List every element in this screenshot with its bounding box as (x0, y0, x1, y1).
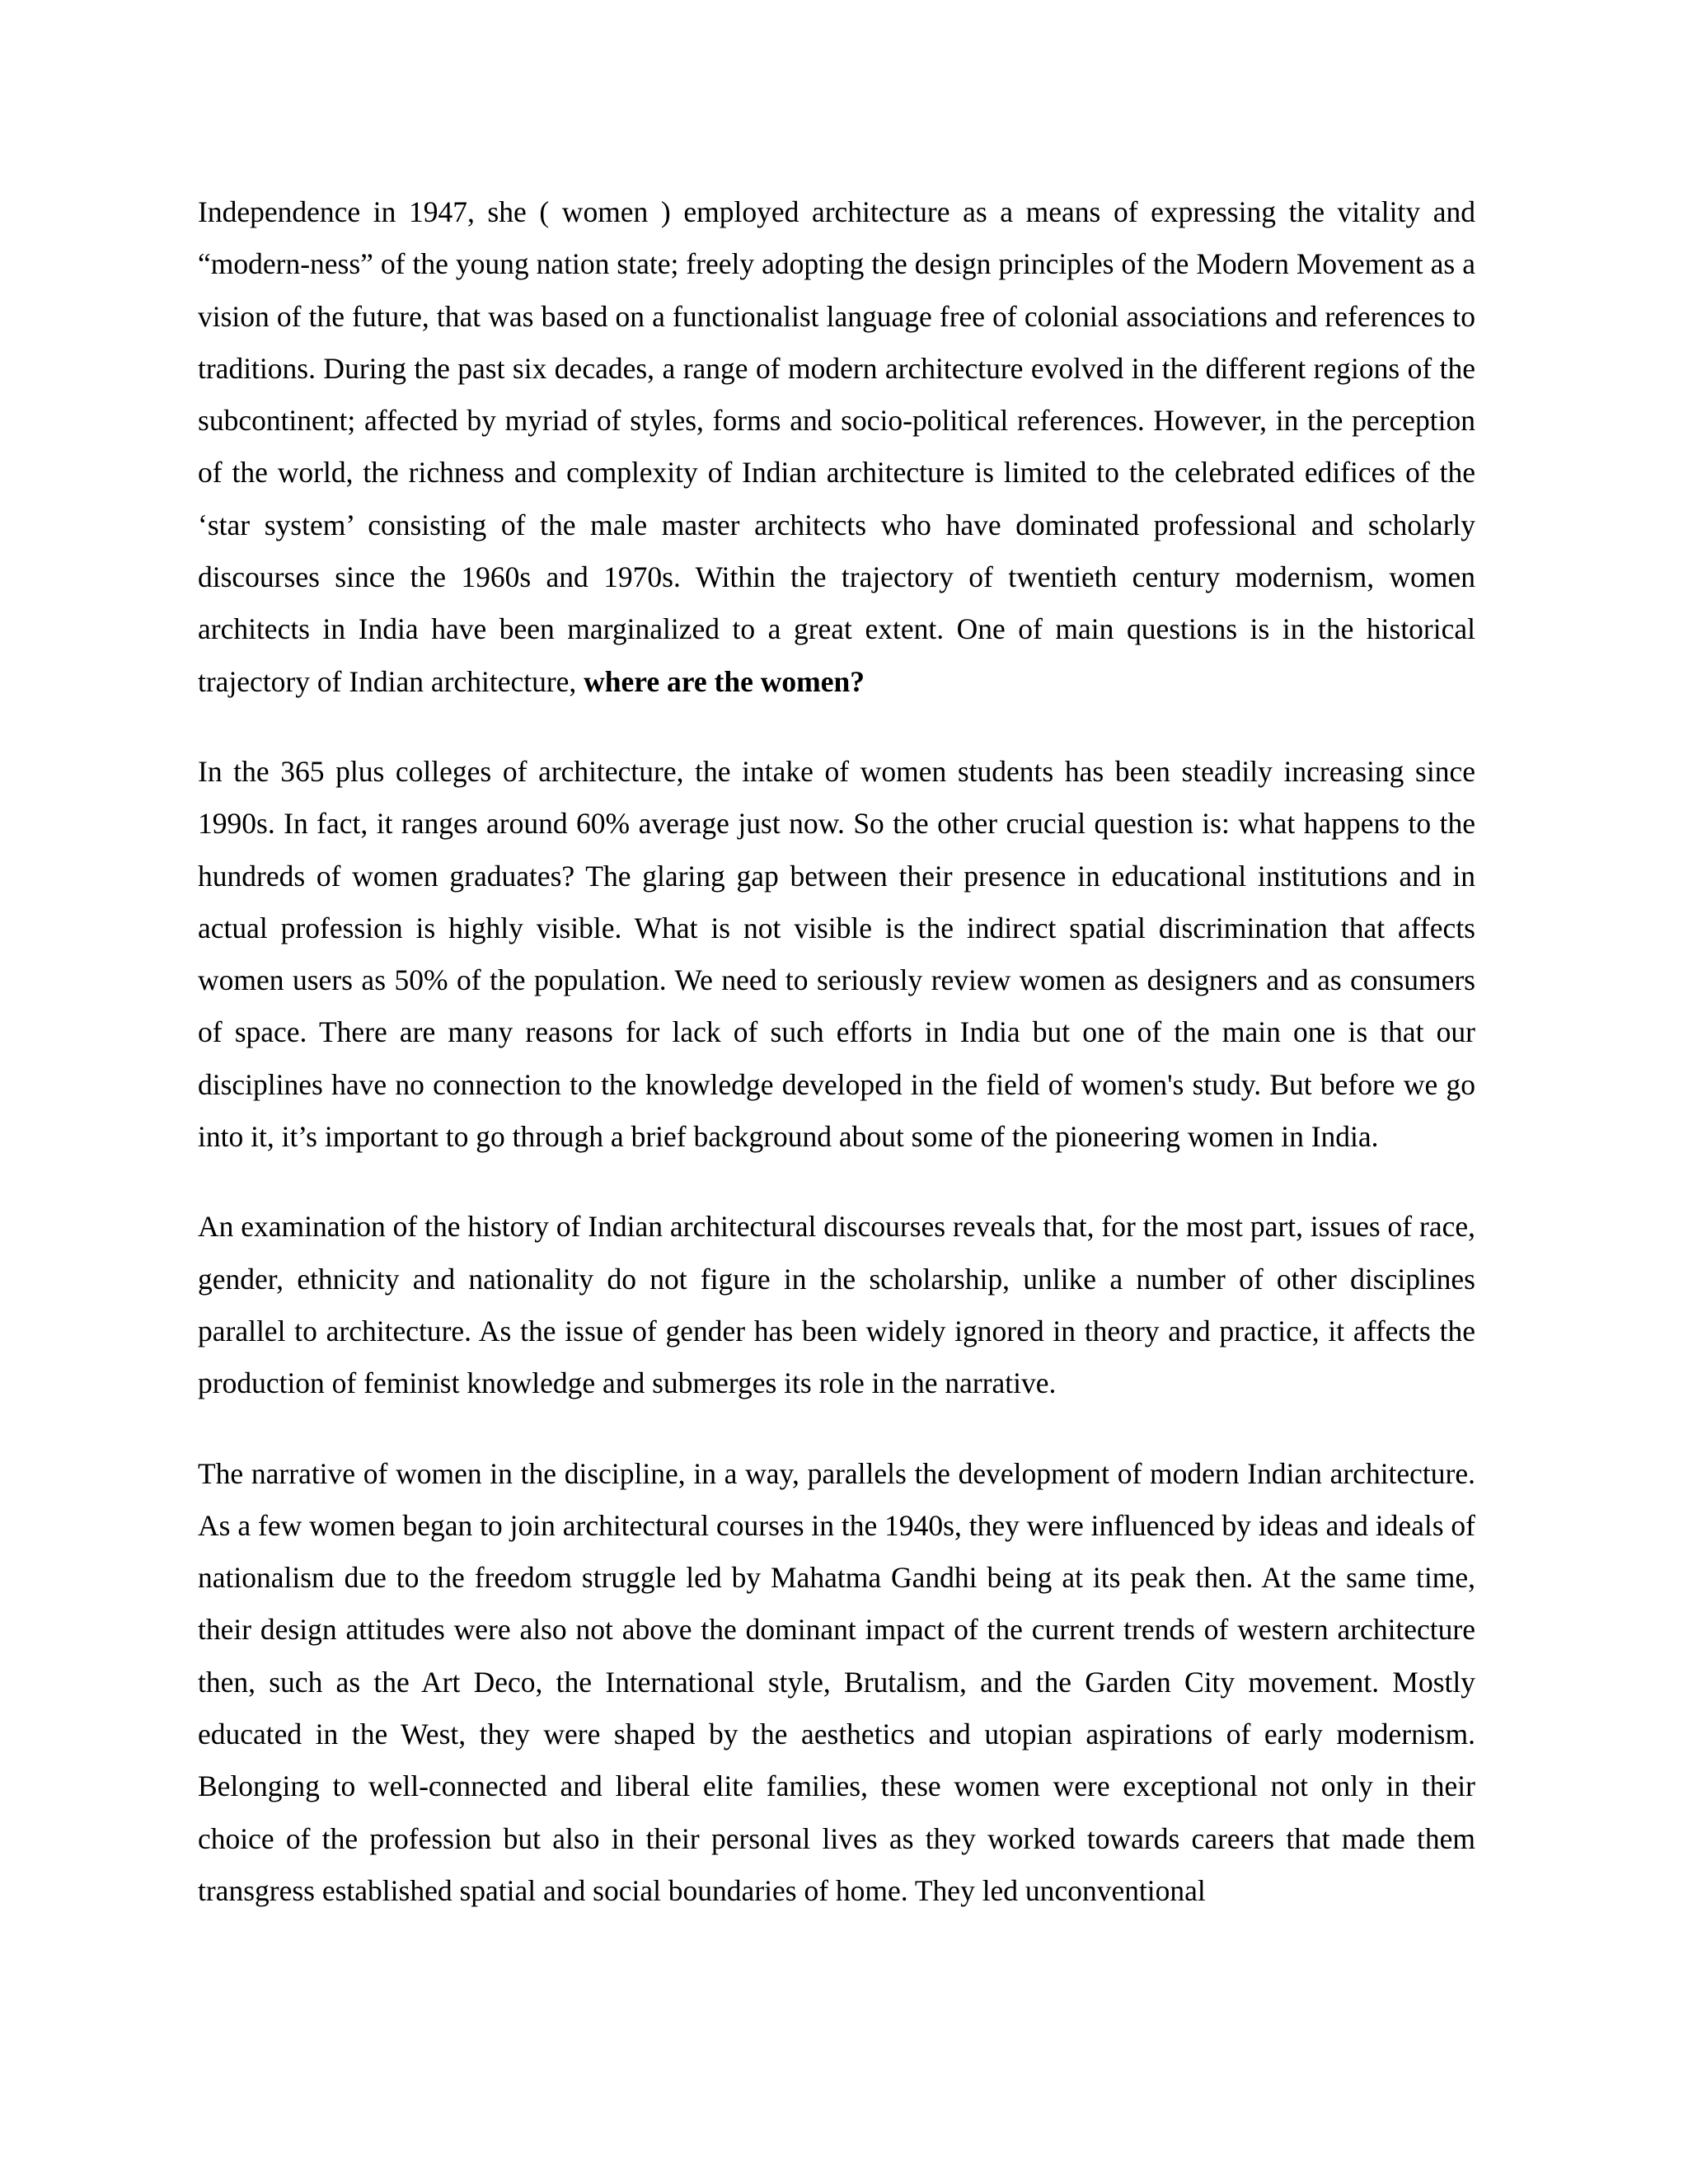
paragraph-4: The narrative of women in the discipline, in a way, parallels the development of modern Indian architecture. As a few women began to join architectural courses in the 1940s, they were influenced by ideas and ideals of nationalism due to the freedom struggle led by Mahatma Gandhi being at its peak then. At the same time, their design attitudes were also not above the dominant impact of the current trends of western architecture then, such as the Art Deco, the International style, Brutalism, and the Garden City movement. Mostly educated in the West, they were shaped by the aesthetics and utopian aspirations of early modernism. Belonging to well-connected and liberal elite families, these women were exceptional not only in their choice of the profession but also in their personal lives as they worked towards careers that made them transgress established spatial and social boundaries of home. They led unconventional (198, 1456, 1475, 1907)
paragraph-2: In the 365 plus colleges of architecture, the intake of women students has been steadily increasing since 1990s. In fact, it ranges around 60% average just now. So the other crucial question is: what happens to the hundreds of women graduates? The glaring gap between their presence in educational institutions and in actual profession is highly visible. What is not visible is the indirect spatial discrimination that affects women users as 50% of the population. We need to seriously review women as designers and as consumers of space. There are many reasons for lack of such efforts in India but one of the main one is that our disciplines have no connection to the knowledge developed in the field of women's study. But before we go into it, it’s important to go through a brief background about some of the pioneering women in India. (198, 754, 1475, 1154)
document-body (198, 186, 1475, 1917)
paragraph-1 (198, 186, 1475, 708)
paragraph-1-text: Independence in 1947, she ( women ) employed architecture as a means of expressing the vitality and “modern-ness” of the young nation state; freely adopting the design principles of the Modern Movement as a vision of the future, that was based on a functionalist language free of colonial associations and references to traditions. During the past six decades, a range of modern architecture evolved in the different regions of the subcontinent; affected by myriad of styles, forms and socio-political references. However, in the perception of the world, the richness and complexity of Indian architecture is limited to the celebrated edifices of the ‘star system’ consisting of the male master architects who have dominated professional and scholarly discourses since the 1960s and 1970s. Within the trajectory of twentieth century modernism, women architects in India have been marginalized to a great extent. One of main questions is in the historical trajectory of Indian architecture, (198, 195, 1475, 698)
paragraph-3: An examination of the history of Indian architectural discourses reveals that, for the most part, issues of race, gender, ethnicity and nationality do not figure in the scholarship, unlike a number of other disciplines parallel to architecture. As the issue of gender has been widely ignored in theory and practice, it affects the production of feminist knowledge and submerges its role in the narrative. (198, 1210, 1475, 1400)
paragraph-1-bold-question: where are the women? (584, 664, 865, 698)
